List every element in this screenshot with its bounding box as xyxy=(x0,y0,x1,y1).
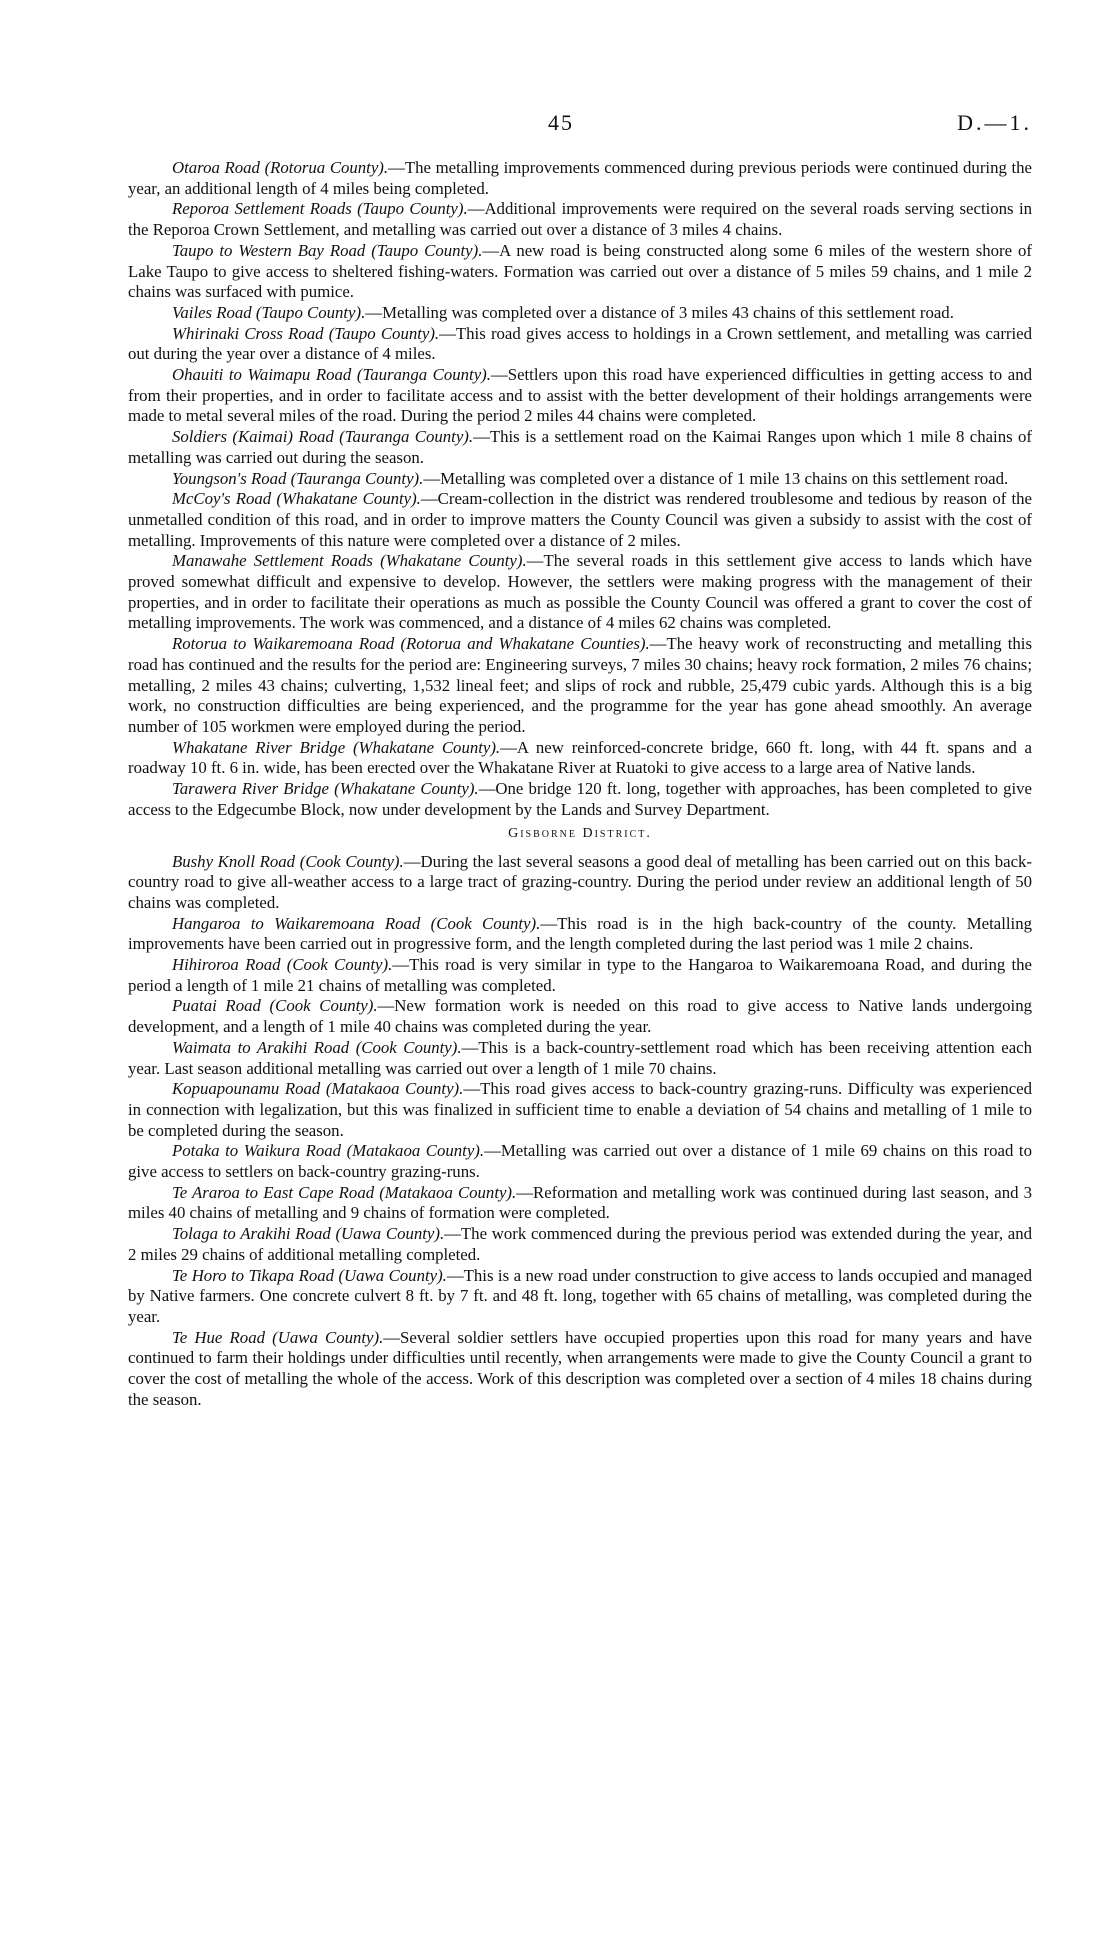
entry-title: Soldiers (Kaimai) Road (Tauranga County). xyxy=(172,427,474,447)
entry-text: —This is a back-country-settlement road which has been receiving attention each year. Last season additional metalling was carried out over a length of 1 mile 70 chains. xyxy=(128,1037,1033,1078)
entry-title: Whirinaki Cross Road (Taupo County). xyxy=(172,323,440,343)
entry-text: —This is a new road under construction to give access to lands occupied and managed by Native farmers. One concrete culvert 8 ft. by 7 ft. and 48 ft. long, together with 65 chains of metalling, was completed during the year. xyxy=(128,1265,1033,1326)
road-entry xyxy=(128,779,1032,820)
entry-title: Vailes Road (Taupo County). xyxy=(172,302,366,322)
entry-text: —This road is very similar in type to the Hangaroa to Waikaremoana Road, and during the period a length of 1 mile 21 chains of metalling was completed. xyxy=(128,955,1032,995)
entry-text: —Cream-collection in the district was rendered troublesome and tedious by reason of the unmetalled condition of this road, and in order to improve matters the County Council was given a subsidy to assist with the cost of metalling. Improvements of this nature were completed over a distance of 2 miles. xyxy=(128,489,1032,550)
road-entry xyxy=(128,738,1032,779)
entry-title: Hangaroa to Waikaremoana Road (Cook County). xyxy=(172,913,541,933)
entry-text: —This road is in the high back-country of the county. Metalling improvements have been carried out in progressive form, and the length completed during the last period was 1 mile 2 chains. xyxy=(128,913,1032,954)
entry-text: —The heavy work of reconstructing and metalling this road has continued and the results for the period are: Engineering surveys, 7 miles 30 chains; heavy rock formation, 2 miles 76 chains; metalling, 2 miles 43 chains; culverting, 1,532 lineal feet; and slips of rock and rubble, 25,479 cubic yards. Although this is a big work, no construction difficulties are being experienced, and the programme for the year has gone ahead smoothly. An average number of 105 workmen were employed during the period. xyxy=(128,634,1032,736)
entry-title: Te Horo to Tikapa Road (Uawa County). xyxy=(172,1265,447,1285)
document-reference: D.—1. xyxy=(957,110,1032,135)
entry-text: —New formation work is needed on this road to give access to Native lands undergoing development, and a length of 1 mile 40 chains was completed during the year. xyxy=(128,996,1032,1037)
road-entry xyxy=(128,324,1032,365)
road-entry xyxy=(128,1038,1032,1079)
entry-title: Reporoa Settlement Roads (Taupo County). xyxy=(172,199,468,219)
entry-text: —Several soldier settlers have occupied properties upon this road for many years and have continued to farm their holdings under difficulties until recently, when arrangements were made to give the County Council a grant to cover the cost of metalling the whole of the access. Work of this description was completed over a section of 4 miles 18 chains during the season. xyxy=(128,1327,1032,1409)
road-entry xyxy=(128,1183,1032,1224)
road-entry xyxy=(128,1224,1032,1265)
road-entry xyxy=(128,955,1032,996)
road-entry xyxy=(128,634,1032,738)
entry-text: —Reformation and metalling work was continued during last season, and 3 miles 40 chains of metalling and 9 chains of formation were completed. xyxy=(128,1182,1032,1223)
entry-text: —This road gives access to back-country grazing-runs. Difficulty was experienced in connection with legalization, but this was finalized in sufficient time to enable a deviation of 54 chains and metalling of 1 mile to be completed during the season. xyxy=(128,1079,1033,1140)
road-entry xyxy=(128,365,1032,427)
entry-title: Tarawera River Bridge (Whakatane County). xyxy=(172,779,479,799)
document-body xyxy=(128,158,1032,1410)
entry-title: Youngson's Road (Tauranga County). xyxy=(172,468,424,488)
road-entry xyxy=(128,914,1032,955)
entry-title: Waimata to Arakihi Road (Cook County). xyxy=(172,1037,462,1057)
road-entry xyxy=(128,852,1032,914)
entry-title: Kopuapounamu Road (Matakaoa County). xyxy=(172,1079,464,1099)
entry-title: Potaka to Waikura Road (Matakaoa County). xyxy=(172,1141,485,1161)
entry-title: Hihiroroa Road (Cook County). xyxy=(172,955,393,975)
entry-text: —Metalling was completed over a distance of 1 mile 13 chains on this settlement road. xyxy=(423,468,1009,488)
entry-text: —A new road is being constructed along some 6 miles of the western shore of Lake Taupo to give access to sheltered fishing-waters. Formation was carried out over a distance of 5 miles 59 chains, and 1 mile 2 chains was surfaced with pumice. xyxy=(128,240,1032,302)
road-entry xyxy=(128,303,1032,324)
road-entry xyxy=(128,427,1032,468)
entry-title: Whakatane River Bridge (Whakatane County). xyxy=(172,737,501,757)
entry-text: —During the last several seasons a good deal of metalling has been carried out on this back-country road to give all-weather access to a large tract of grazing-country. During the period under review an additional length of 50 chains was completed. xyxy=(128,851,1032,912)
entry-text: —Additional improvements were required on the several roads serving sections in the Reporoa Crown Settlement, and metalling was carried out over a distance of 3 miles 4 chains. xyxy=(128,199,1032,240)
road-entry xyxy=(128,199,1032,240)
entry-text: —The metalling improvements commenced during previous periods were continued during the year, an additional length of 4 miles being completed. xyxy=(128,158,1032,198)
road-entry xyxy=(128,1328,1032,1411)
entry-text: —The work commenced during the previous period was extended during the year, and 2 miles 29 chains of additional metalling completed. xyxy=(128,1224,1032,1264)
road-entry xyxy=(128,469,1032,490)
page-header xyxy=(128,110,1032,158)
entry-text: —This is a settlement road on the Kaimai Ranges upon which 1 mile 8 chains of metalling was carried out during the season. xyxy=(128,427,1032,467)
entry-title: Manawahe Settlement Roads (Whakatane County). xyxy=(172,551,527,571)
entry-text: —Settlers upon this road have experienced difficulties in getting access to and from their properties, and in order to facilitate access and to assist with the better development of their holdings arrangements were made to metal several miles of the road. During the period 2 miles 44 chains were completed. xyxy=(128,365,1032,426)
page-number: 45 xyxy=(548,110,574,135)
road-entry xyxy=(128,489,1032,551)
entry-title: Puatai Road (Cook County). xyxy=(172,996,378,1016)
entry-text: —A new reinforced-concrete bridge, 660 ft. long, with 44 ft. spans and a roadway 10 ft. 6 in. wide, has been erected over the Whakatane River at Ruatoki to give access to a large area of Native lands. xyxy=(128,737,1032,778)
entry-title: Ohauiti to Waimapu Road (Tauranga County). xyxy=(172,365,491,385)
entry-text: —Metalling was carried out over a distance of 1 mile 69 chains on this road to give access to settlers on back-country grazing-runs. xyxy=(128,1141,1032,1182)
entry-text: —One bridge 120 ft. long, together with approaches, has been completed to give access to the Edgecumbe Block, now under development by the Lands and Survey Department. xyxy=(128,779,1032,819)
road-entry xyxy=(128,241,1032,303)
entry-text: —Metalling was completed over a distance of 3 miles 43 chains of this settlement road. xyxy=(365,302,954,322)
entry-title: Tolaga to Arakihi Road (Uawa County). xyxy=(172,1224,445,1244)
road-entry xyxy=(128,1079,1032,1141)
entry-title: Bushy Knoll Road (Cook County). xyxy=(172,851,404,871)
entry-title: McCoy's Road (Whakatane County). xyxy=(172,489,421,509)
entry-text: —This road gives access to holdings in a Crown settlement, and metalling was carried out during the year over a distance of 4 miles. xyxy=(128,323,1032,364)
entry-title: Otaroa Road (Rotorua County). xyxy=(172,158,389,177)
road-entry xyxy=(128,158,1032,199)
section-heading: Gisborne District. xyxy=(508,825,652,841)
road-entry xyxy=(128,551,1032,634)
entry-title: Rotorua to Waikaremoana Road (Rotorua and Whakatane Counties). xyxy=(172,634,650,654)
road-entry xyxy=(128,996,1032,1037)
road-entry xyxy=(128,1141,1032,1182)
entry-title: Te Hue Road (Uawa County). xyxy=(172,1327,384,1347)
entry-title: Te Araroa to East Cape Road (Matakaoa County). xyxy=(172,1182,517,1202)
document-page xyxy=(128,110,1032,1410)
entry-title: Taupo to Western Bay Road (Taupo County). xyxy=(172,240,483,260)
road-entry xyxy=(128,1266,1032,1328)
entry-text: —The several roads in this settlement give access to lands which have proved somewhat difficult and expensive to develop. However, the settlers were making progress with the management of their properties, and in order to facilitate their operations as much as possible the County Council was offered a grant to cover the cost of metalling improvements. The work was commenced, and a distance of 4 miles 62 chains was completed. xyxy=(128,551,1032,633)
